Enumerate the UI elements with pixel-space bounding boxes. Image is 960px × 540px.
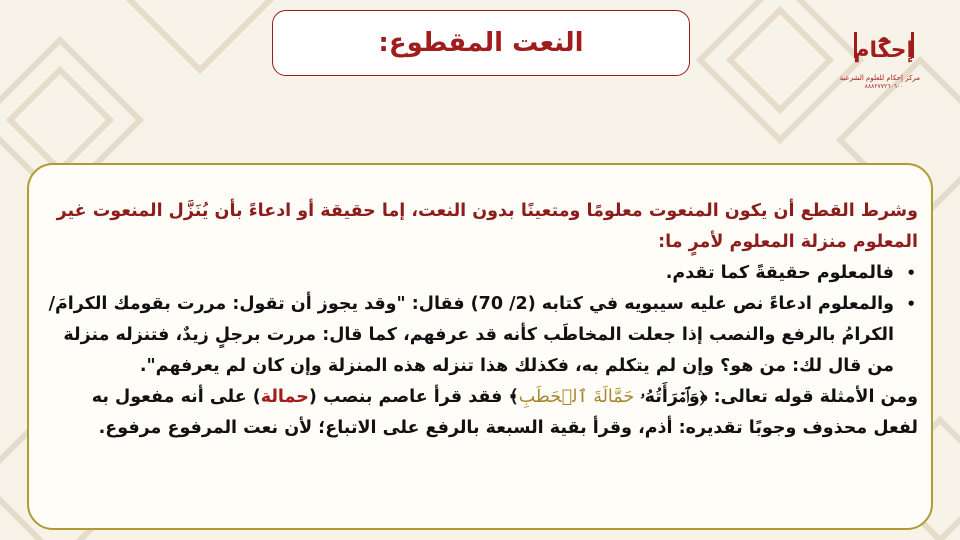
content [46, 196, 918, 444]
closing-paragraph [46, 382, 918, 444]
logo-phone: ٨٨٨٢٧٧٢٦٠٦٠٠ [864, 83, 904, 90]
slide-title: النعت المقطوع: [378, 28, 584, 58]
bullet-text: والمعلوم ادعاءً نص عليه سيبويه في كتابه (2/ 70) فقال: "وقد يجوز أن تقول: مررت بقومك الكرامَ/ الكرامُ بالرفع والنصب إذا جعلت المخاطَب كأنه قد عرفهم، كما قال: مررت برجلٍ زيدٌ، فتنزله منزلة من قال لك: من هو؟ وإن لم يتكلم به، فكذلك هذا تنزله هذه المنزلة وإن كان لم يعرفهم". [48, 294, 894, 376]
logo-mark [848, 30, 920, 66]
bullet-icon: • [906, 295, 916, 313]
closing-text-2: ﴾ فقد قرأ عاصم بنصب ( [308, 387, 519, 407]
closing-text-1: ومن الأمثلة قوله تعالى: ﴿وَٱمۡرَأَتُهُۥ [640, 387, 918, 407]
title-box [272, 10, 690, 76]
intro-paragraph: وشرط القطع أن يكون المنعوت معلومًا ومتعينًا بدون النعت، إما حقيقة أو ادعاءً بأن يُنَزَّل المنعوت غير المعلوم منزلة المعلوم لأمرٍ ما: [56, 201, 918, 252]
highlight-word: حمالة [260, 387, 309, 407]
list-item [46, 289, 916, 382]
logo-name: إحكام [853, 38, 914, 63]
logo-subtitle: مركز إحكام للعلوم الشرعية [839, 74, 920, 82]
bullet-icon: • [906, 264, 916, 282]
bullet-text: فالمعلوم حقيقةً كما تقدم. [665, 263, 894, 283]
list-item [46, 258, 916, 289]
logo [839, 30, 920, 92]
quran-word: حَمَّالَةَ ٱلۡحَطَبِ [518, 387, 635, 407]
bullet-list [46, 258, 918, 382]
closing-text-3: ) على أنه مفعول به لفعل محذوف وجوبًا تقديره: أذم، وقرأ بقية السبعة بالرفع على الاتباع؛ لأن نعت المرفوع مرفوع. [91, 387, 918, 438]
